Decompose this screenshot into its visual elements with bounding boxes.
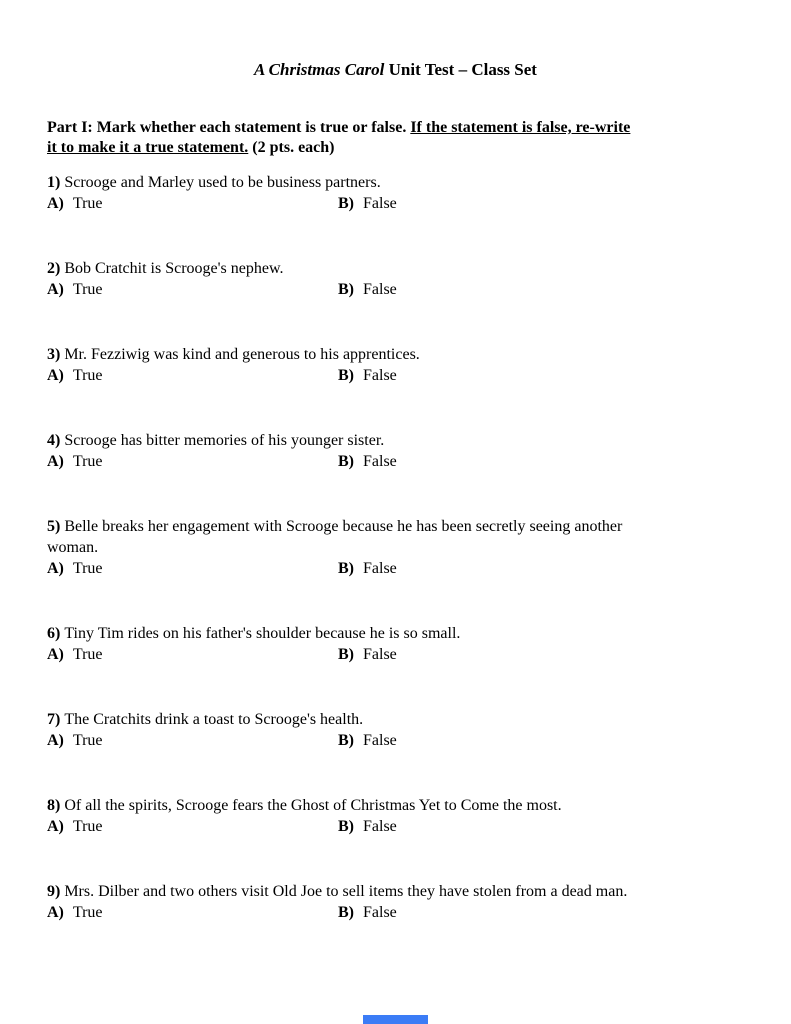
question-text bbox=[47, 881, 744, 902]
option-true bbox=[47, 281, 103, 298]
question-line-text: Scrooge and Marley used to be business partners. bbox=[64, 174, 381, 191]
option-a-text: True bbox=[72, 367, 103, 384]
question-text bbox=[47, 516, 744, 537]
option-a-label: A) bbox=[47, 646, 64, 663]
answer-options bbox=[47, 558, 744, 579]
option-b-text: False bbox=[363, 367, 397, 384]
question-number: 3) bbox=[47, 346, 61, 363]
question-text bbox=[47, 795, 744, 816]
option-false bbox=[338, 279, 397, 300]
question-number: 1) bbox=[47, 174, 61, 191]
question-number: 5) bbox=[47, 518, 61, 535]
option-a-text: True bbox=[72, 560, 103, 577]
question-4 bbox=[47, 430, 744, 472]
option-true bbox=[47, 732, 103, 749]
option-b-label: B) bbox=[338, 904, 354, 921]
question-9 bbox=[47, 881, 744, 923]
option-b-label: B) bbox=[338, 281, 354, 298]
option-b-label: B) bbox=[338, 195, 354, 212]
option-a-text: True bbox=[72, 818, 103, 835]
document-title-italic-part: A Christmas Carol bbox=[254, 60, 385, 79]
option-true bbox=[47, 818, 103, 835]
question-line-text: Belle breaks her engagement with Scrooge because he has been secretly seeing another bbox=[64, 518, 623, 535]
option-a-text: True bbox=[72, 281, 103, 298]
question-number: 4) bbox=[47, 432, 61, 449]
option-false bbox=[338, 451, 397, 472]
option-a-text: True bbox=[72, 453, 103, 470]
answer-options bbox=[47, 730, 744, 751]
option-b-text: False bbox=[363, 453, 397, 470]
question-text bbox=[47, 623, 744, 644]
option-false bbox=[338, 644, 397, 665]
option-false bbox=[338, 902, 397, 923]
question-line-text: Mr. Fezziwig was kind and generous to his apprentices. bbox=[64, 346, 420, 363]
question-number: 9) bbox=[47, 883, 61, 900]
option-a-label: A) bbox=[47, 367, 64, 384]
question-1 bbox=[47, 172, 744, 214]
question-6 bbox=[47, 623, 744, 665]
option-true bbox=[47, 195, 103, 212]
option-b-label: B) bbox=[338, 367, 354, 384]
option-b-text: False bbox=[363, 818, 397, 835]
question-line-text: Mrs. Dilber and two others visit Old Joe to sell items they have stolen from a dead man. bbox=[64, 883, 628, 900]
option-false bbox=[338, 816, 397, 837]
answer-options bbox=[47, 279, 744, 300]
option-b-label: B) bbox=[338, 818, 354, 835]
option-a-label: A) bbox=[47, 195, 64, 212]
question-7 bbox=[47, 709, 744, 751]
option-a-label: A) bbox=[47, 281, 64, 298]
answer-options bbox=[47, 816, 744, 837]
option-b-text: False bbox=[363, 646, 397, 663]
bottom-blue-bar[interactable] bbox=[363, 1015, 428, 1024]
question-number: 8) bbox=[47, 797, 61, 814]
question-2 bbox=[47, 258, 744, 300]
question-3 bbox=[47, 344, 744, 386]
instructions-line1-plain: Part I: Mark whether each statement is true or false. bbox=[47, 119, 411, 136]
answer-options bbox=[47, 644, 744, 665]
answer-options bbox=[47, 902, 744, 923]
option-a-text: True bbox=[72, 646, 103, 663]
option-false bbox=[338, 193, 397, 214]
question-text bbox=[47, 344, 744, 365]
option-b-text: False bbox=[363, 904, 397, 921]
question-line-text: The Cratchits drink a toast to Scrooge's health. bbox=[64, 711, 364, 728]
option-false bbox=[338, 365, 397, 386]
option-b-text: False bbox=[363, 281, 397, 298]
option-true bbox=[47, 560, 103, 577]
document-title bbox=[47, 59, 744, 80]
question-text bbox=[47, 258, 744, 279]
instructions-line2-plain: (2 pts. each) bbox=[248, 139, 335, 156]
option-true bbox=[47, 453, 103, 470]
option-b-label: B) bbox=[338, 453, 354, 470]
question-line-text: Bob Cratchit is Scrooge's nephew. bbox=[64, 260, 284, 277]
question-number: 2) bbox=[47, 260, 61, 277]
option-true bbox=[47, 646, 103, 663]
option-true bbox=[47, 904, 103, 921]
answer-options bbox=[47, 365, 744, 386]
question-line-text: Tiny Tim rides on his father's shoulder because he is so small. bbox=[64, 625, 461, 642]
option-b-text: False bbox=[363, 560, 397, 577]
answer-options bbox=[47, 451, 744, 472]
option-a-text: True bbox=[72, 195, 103, 212]
question-8 bbox=[47, 795, 744, 837]
option-a-label: A) bbox=[47, 453, 64, 470]
option-true bbox=[47, 367, 103, 384]
question-text bbox=[47, 430, 744, 451]
option-a-label: A) bbox=[47, 904, 64, 921]
question-5 bbox=[47, 516, 744, 579]
question-number: 6) bbox=[47, 625, 61, 642]
question-text bbox=[47, 172, 744, 193]
instructions-line-1 bbox=[47, 118, 744, 138]
option-b-label: B) bbox=[338, 560, 354, 577]
question-line: woman. bbox=[47, 539, 99, 556]
question-text bbox=[47, 709, 744, 730]
option-false bbox=[338, 730, 397, 751]
question-line-text: Of all the spirits, Scrooge fears the Ghost of Christmas Yet to Come the most. bbox=[64, 797, 562, 814]
option-a-label: A) bbox=[47, 818, 64, 835]
questions-list bbox=[47, 172, 744, 923]
option-a-label: A) bbox=[47, 732, 64, 749]
question-line-text: Scrooge has bitter memories of his younger sister. bbox=[64, 432, 385, 449]
document-title-rest-part: Unit Test – Class Set bbox=[384, 60, 537, 79]
instructions-line1-underlined: If the statement is false, re-write bbox=[410, 119, 631, 136]
question-number: 7) bbox=[47, 711, 61, 728]
option-b-label: B) bbox=[338, 646, 354, 663]
answer-options bbox=[47, 193, 744, 214]
instructions-line-2 bbox=[47, 138, 744, 158]
option-a-text: True bbox=[72, 904, 103, 921]
instructions-line2-underlined: it to make it a true statement. bbox=[47, 139, 249, 156]
option-b-text: False bbox=[363, 195, 397, 212]
option-b-label: B) bbox=[338, 732, 354, 749]
option-a-label: A) bbox=[47, 560, 64, 577]
option-a-text: True bbox=[72, 732, 103, 749]
option-false bbox=[338, 558, 397, 579]
option-b-text: False bbox=[363, 732, 397, 749]
part1-instructions bbox=[47, 118, 744, 158]
